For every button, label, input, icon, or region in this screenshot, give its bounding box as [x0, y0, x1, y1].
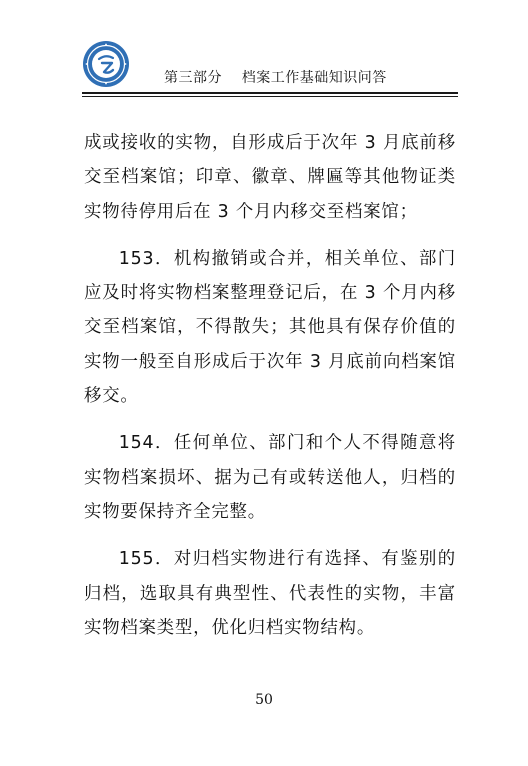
page-number: 50 — [255, 692, 273, 708]
page-header — [82, 40, 458, 96]
header-rule-thin — [82, 96, 458, 97]
paragraph-item-153: 153．机构撤销或合并，相关单位、部门应及时将实物档案整理登记后，在 3 个月内移交至档案馆，不得散失；其他具有保存价值的实物一般至自形成后于次年 3 月底前向档案馆移交。 — [84, 248, 456, 407]
paragraph-item-155: 155．对归档实物进行有选择、有鉴别的归档，选取具有典型性、代表性的实物，丰富实物档案类型，优化归档实物结构。 — [84, 549, 456, 638]
header-title: 第三部分 档案工作基础知识问答 — [164, 70, 387, 86]
school-emblem-icon — [82, 40, 130, 88]
paragraph-continuation: 成或接收的实物，自形成后于次年 3 月底前移交至档案馆；印章、徽章、牌匾等其他物证类实物待停用后在 3 个月内移交至档案馆； — [84, 133, 456, 222]
page-body — [84, 126, 456, 658]
header-rule-thick — [82, 92, 458, 94]
paragraph-item-154: 154．任何单位、部门和个人不得随意将实物档案损坏、据为己有或转送他人，归档的实物要保持齐全完整。 — [84, 433, 456, 522]
